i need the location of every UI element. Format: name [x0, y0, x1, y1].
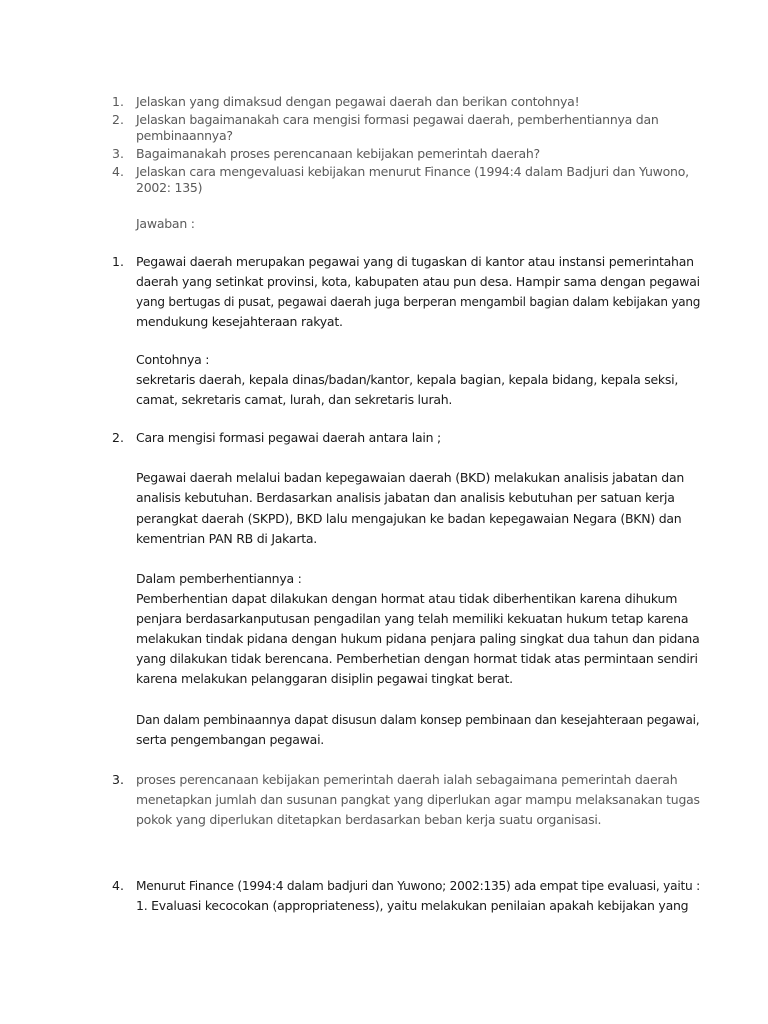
answer-text: perangkat daerah (SKPD), BKD lalu mengajukan ke badan kepegawaian Negara (BKN) dan: [136, 511, 682, 526]
question-number: 3.: [112, 146, 124, 161]
answer-text: melakukan tindak pidana dengan hukum pidana penjara paling singkat dua tahun dan pidana: [136, 631, 700, 646]
answer-number: 4.: [112, 878, 124, 893]
answer-number: 3.: [112, 772, 124, 787]
jawaban-label: Jawaban :: [136, 216, 195, 231]
contoh-text: camat, sekretaris camat, lurah, dan sekretaris lurah.: [136, 392, 453, 407]
answer-text: karena melakukan pelanggaran disiplin pegawai tingkat berat.: [136, 671, 513, 686]
answer-text: Menurut Finance (1994:4 dalam badjuri dan Yuwono; 2002:135) ada empat tipe evaluasi, yaitu :: [136, 878, 700, 893]
question-text: 2002: 135): [136, 180, 203, 195]
answer-intro: Cara mengisi formasi pegawai daerah antara lain ;: [136, 430, 441, 445]
question-text: Jelaskan yang dimaksud dengan pegawai daerah dan berikan contohnya!: [136, 94, 580, 109]
question-number: 2.: [112, 112, 124, 127]
answer-text: Pegawai daerah melalui badan kepegawaian daerah (BKD) melakukan analisis jabatan dan: [136, 470, 685, 485]
question-number: 4.: [112, 164, 124, 179]
answer-text: yang bertugas di pusat, pegawai daerah juga berperan mengambil bagian dalam kebijakan yang: [136, 294, 701, 309]
question-text: pembinaannya?: [136, 128, 233, 143]
answer-text: Dan dalam pembinaannya dapat disusun dalam konsep pembinaan dan kesejahteraan pegawai,: [136, 712, 700, 727]
answer-text: proses perencanaan kebijakan pemerintah daerah ialah sebagaimana pemerintah daerah: [136, 772, 678, 787]
answer-text: pokok yang diperlukan ditetapkan berdasarkan beban kerja suatu organisasi.: [136, 812, 602, 827]
answer-text: Pemberhentian dapat dilakukan dengan hormat atau tidak diberhentikan karena dihukum: [136, 591, 678, 606]
pemberhentian-label: Dalam pemberhentiannya :: [136, 571, 302, 586]
contoh-label: Contohnya :: [136, 352, 210, 367]
answer-text: daerah yang setinkat provinsi, kota, kabupaten atau pun desa. Hampir sama dengan pegawai: [136, 274, 700, 289]
answer-number: 1.: [112, 254, 124, 269]
answer-text: serta pengembangan pegawai.: [136, 732, 325, 747]
question-number: 1.: [112, 94, 124, 109]
answer-text: Pegawai daerah merupakan pegawai yang di tugaskan di kantor atau instansi pemerintahan: [136, 254, 694, 269]
answer-text: 1. Evaluasi kecocokan (appropriateness), yaitu melakukan penilaian apakah kebijakan yang: [136, 898, 689, 913]
answer-text: mendukung kesejahteraan rakyat.: [136, 314, 343, 329]
contoh-text: sekretaris daerah, kepala dinas/badan/kantor, kepala bagian, kepala bidang, kepala seksi,: [136, 372, 679, 387]
answer-text: penjara berdasarkanputusan pengadilan yang telah memiliki kekuatan hukum tetap karena: [136, 611, 689, 626]
answer-text: kementrian PAN RB di Jakarta.: [136, 531, 318, 546]
question-text: Jelaskan cara mengevaluasi kebijakan menurut Finance (1994:4 dalam Badjuri dan Yuwono,: [136, 164, 689, 179]
answer-text: analisis kebutuhan. Berdasarkan analisis jabatan dan analisis kebutuhan per satuan kerja: [136, 490, 675, 505]
question-text: Jelaskan bagaimanakah cara mengisi formasi pegawai daerah, pemberhentiannya dan: [136, 112, 659, 127]
answer-text: yang dilakukan tidak berencana. Pemberhetian dengan hormat tidak atas permintaan sendiri: [136, 651, 698, 666]
answer-number: 2.: [112, 430, 124, 445]
answer-text: menetapkan jumlah dan susunan pangkat yang diperlukan agar mampu melaksanakan tugas: [136, 792, 700, 807]
question-text: Bagaimanakah proses perencanaan kebijakan pemerintah daerah?: [136, 146, 540, 161]
